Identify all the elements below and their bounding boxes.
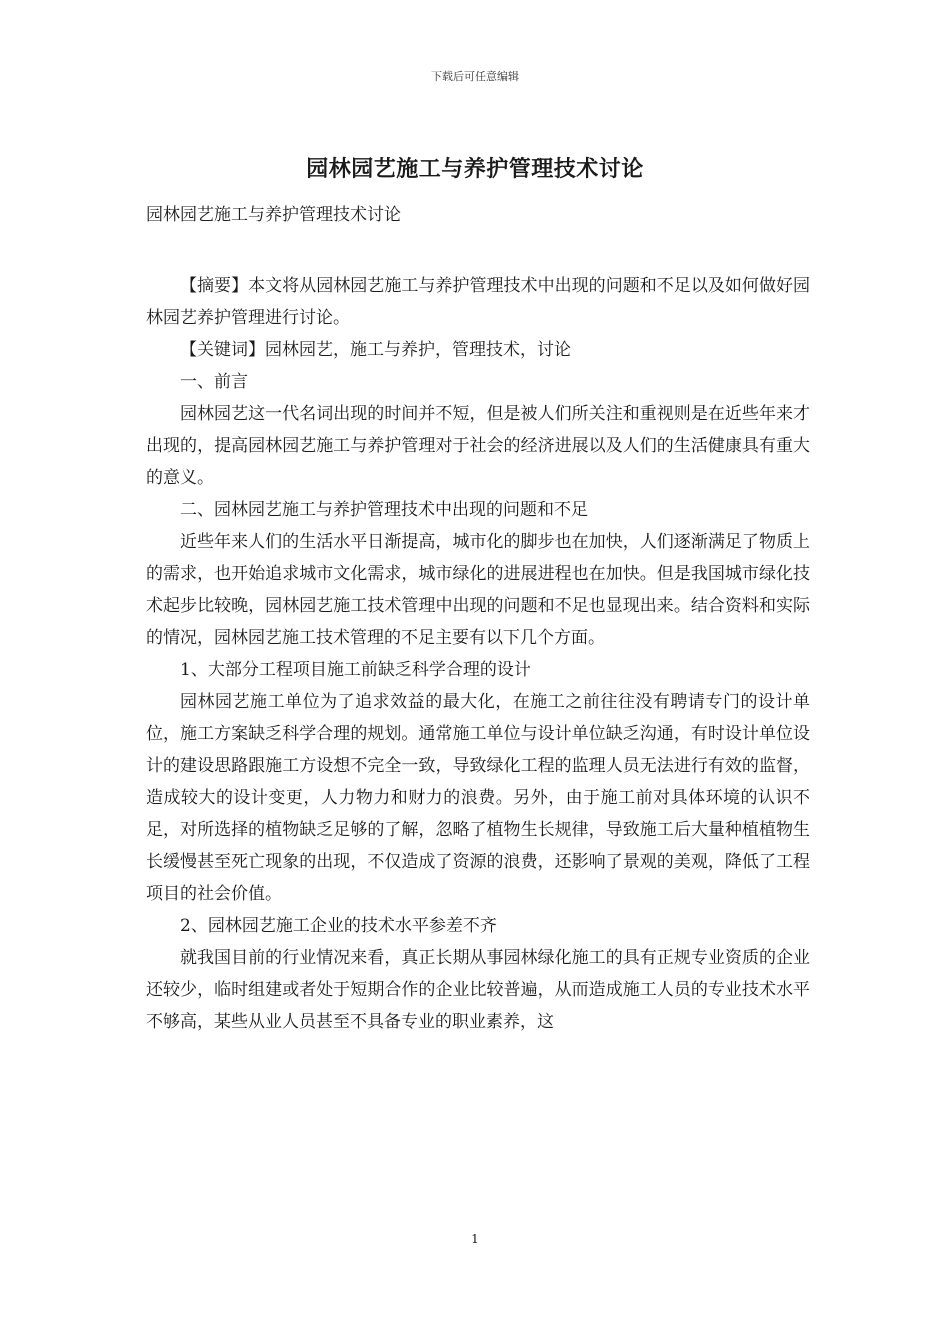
document-body: [146, 270, 810, 1038]
abstract-paragraph: 【摘要】本文将从园林园艺施工与养护管理技术中出现的问题和不足以及如何做好园林园艺养护管理进行讨论。: [146, 276, 810, 328]
body-paragraph: 园林园艺施工单位为了追求效益的最大化，在施工之前往往没有聘请专门的设计单位，施工方案缺乏科学合理的规划。通常施工单位与设计单位缺乏沟通，有时设计单位设计的建设思路跟施工方设想不完全一致，导致绿化工程的监理人员无法进行有效的监督，造成较大的设计变更，人力物力和财力的浪费。另外，由于施工前对具体环境的认识不足，对所选择的植物缺乏足够的了解，忽略了植物生长规律，导致施工后大量种植植物生长缓慢甚至死亡现象的出现，不仅造成了资源的浪费，还影响了景观的美观，降低了工程项目的社会价值。: [146, 692, 810, 904]
header-note: 下载后可任意编辑: [431, 70, 519, 83]
subsection-heading-design: 1、大部分工程项目施工前缺乏科学合理的设计: [180, 660, 531, 680]
body-paragraph: 近些年来人们的生活水平日渐提高，城市化的脚步也在加快，人们逐渐满足了物质上的需求，也开始追求城市文化需求，城市绿化的进展进程也在加快。但是我国城市绿化技术起步比较晚，园林园艺施工技术管理中出现的问题和不足也显现出来。结合资料和实际的情况，园林园艺施工技术管理的不足主要有以下几个方面。: [146, 532, 810, 648]
body-paragraph: 园林园艺这一代名词出现的时间并不短，但是被人们所关注和重视则是在近些年来才出现的，提高园林园艺施工与养护管理对于社会的经济进展以及人们的生活健康具有重大的意义。: [146, 404, 810, 488]
section-heading-preface: 一、前言: [180, 372, 248, 392]
document-title: 园林园艺施工与养护管理技术讨论: [306, 156, 644, 182]
subsection-heading-technical-level: 2、园林园艺施工企业的技术水平参差不齐: [180, 916, 497, 936]
page-number: 1: [471, 1232, 479, 1246]
section-heading-problems: 二、园林园艺施工与养护管理技术中出现的问题和不足: [180, 500, 588, 520]
keywords-paragraph: 【关键词】园林园艺，施工与养护，管理技术，讨论: [180, 340, 571, 360]
document-subtitle: 园林园艺施工与养护管理技术讨论: [146, 205, 401, 225]
body-paragraph: 就我国目前的行业情况来看，真正长期从事园林绿化施工的具有正规专业资质的企业还较少，临时组建或者处于短期合作的企业比较普遍，从而造成施工人员的专业技术水平不够高，某些从业人员甚至不具备专业的职业素养，这: [146, 948, 810, 1032]
